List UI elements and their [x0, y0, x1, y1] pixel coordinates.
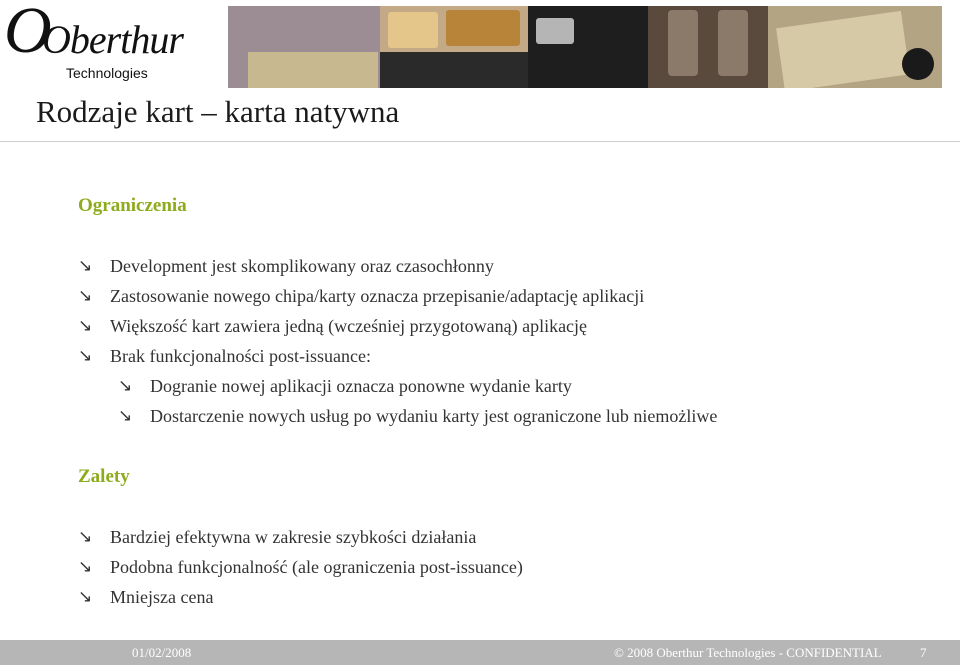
arrow-down-right-icon: ↘ [118, 376, 133, 396]
logo-name: Oberthur [42, 17, 183, 62]
arrow-down-right-icon: ↘ [78, 286, 93, 306]
arrow-down-right-icon: ↘ [78, 256, 93, 276]
oberthur-logo [2, 0, 183, 82]
arrow-down-right-icon: ↘ [78, 587, 93, 607]
list-item-text: Bardziej efektywna w zakresie szybkości działania [110, 527, 477, 547]
list-item-text: Zastosowanie nowego chipa/karty oznacza przepisanie/adaptację aplikacji [110, 286, 645, 306]
section-heading-advantages: Zalety [78, 466, 130, 487]
slide-footer [0, 640, 960, 665]
logo-subtitle: Technologies [66, 65, 148, 81]
list-item-text: Podobna funkcjonalność (ale ograniczenia post-issuance) [110, 557, 523, 577]
arrow-down-right-icon: ↘ [78, 346, 93, 366]
logo-o-glyph: O [4, 0, 52, 67]
list-item-text: Development jest skomplikowany oraz czasochłonny [110, 256, 494, 276]
footer-date: 01/02/2008 [132, 645, 192, 660]
header-banner-image [228, 6, 942, 88]
arrow-down-right-icon: ↘ [118, 406, 133, 426]
footer-copyright: © 2008 Oberthur Technologies - CONFIDENTIAL [614, 645, 882, 660]
list-item-text: Większość kart zawiera jedną (wcześniej przygotowaną) aplikację [110, 316, 588, 336]
sub-list-item-text: Dostarczenie nowych usług po wydaniu karty jest ograniczone lub niemożliwe [150, 406, 718, 426]
list-item-text: Mniejsza cena [110, 587, 214, 607]
arrow-down-right-icon: ↘ [78, 527, 93, 547]
page-number: 7 [920, 645, 927, 660]
slide-title: Rodzaje kart – karta natywna [36, 94, 400, 129]
section-heading-limitations: Ograniczenia [78, 195, 187, 216]
arrow-down-right-icon: ↘ [78, 557, 93, 577]
title-divider [0, 141, 960, 142]
sub-list-item-text: Dogranie nowej aplikacji oznacza ponowne wydanie karty [150, 376, 572, 396]
list-item-text: Brak funkcjonalności post-issuance: [110, 346, 371, 366]
arrow-down-right-icon: ↘ [78, 316, 93, 336]
